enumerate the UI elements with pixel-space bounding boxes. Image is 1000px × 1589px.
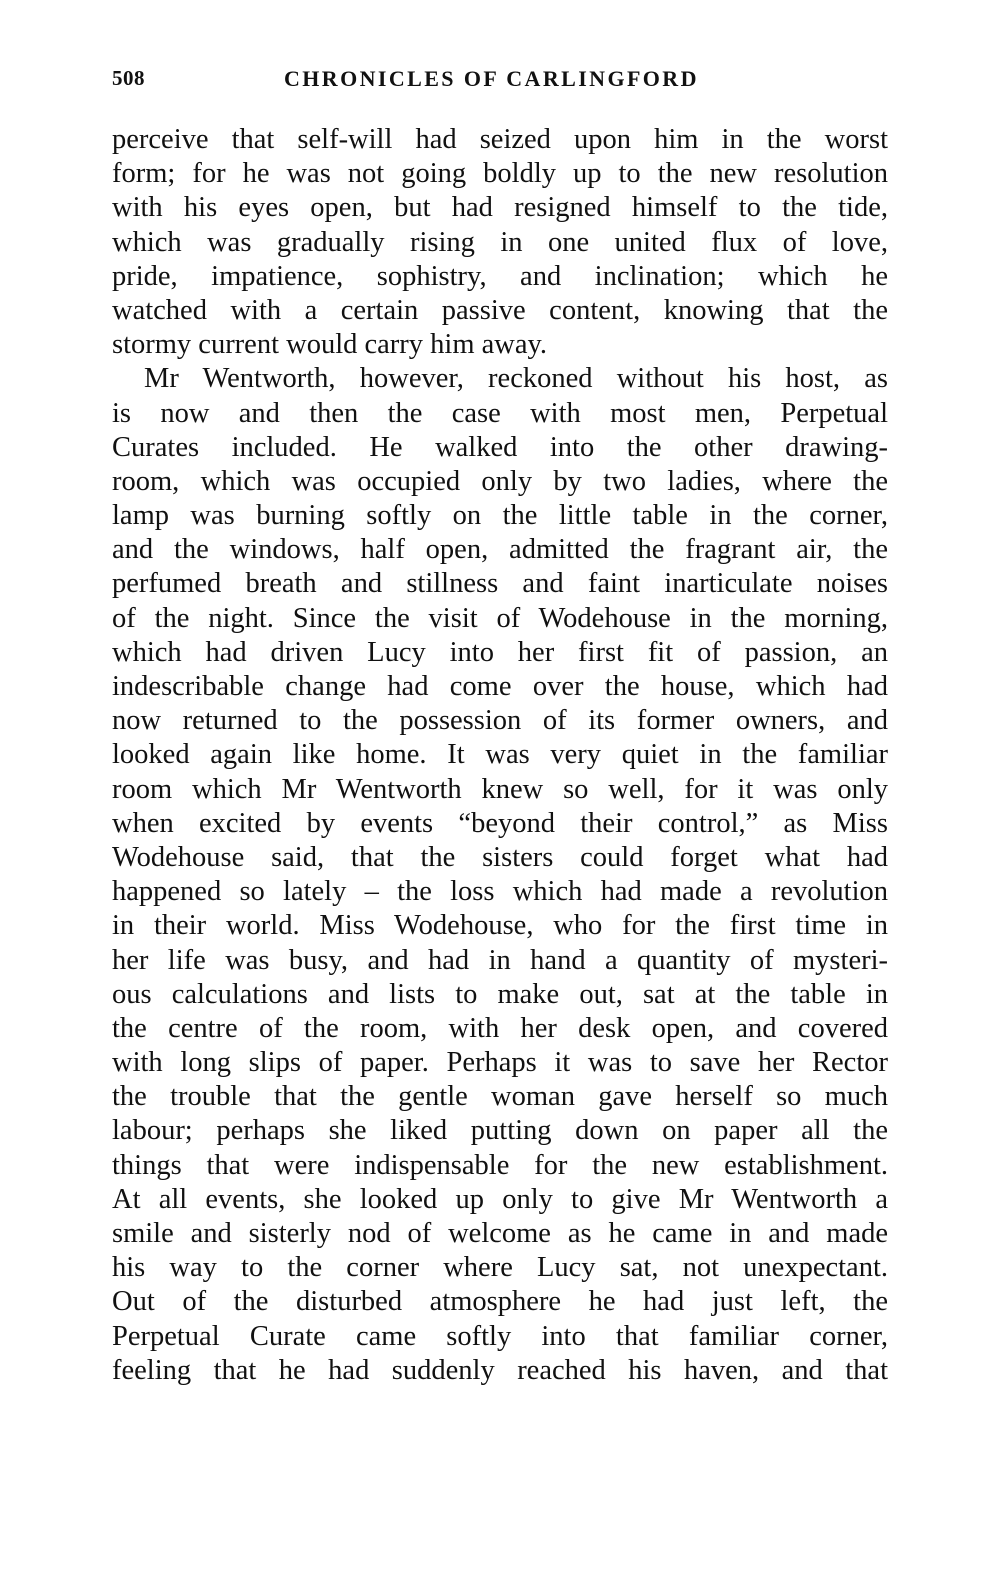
text-line: watched with a certain passive content, knowing that the: [112, 294, 888, 326]
text-line: which was gradually rising in one united flux of love,: [112, 226, 888, 258]
paragraph-start-line: Mr Wentworth, however, reckoned without his host, as: [144, 363, 888, 395]
text-line: room, which was occupied only by two ladies, where the: [112, 465, 888, 497]
text-line: with long slips of paper. Perhaps it was to save her Rector: [112, 1047, 888, 1079]
text-line: the trouble that the gentle woman gave herself so much: [112, 1081, 888, 1113]
text-line: stormy current would carry him away.: [112, 329, 548, 361]
text-line: Wodehouse said, that the sisters could forget what had: [112, 841, 888, 873]
text-line: labour; perhaps she liked putting down on paper all the: [112, 1115, 888, 1147]
text-line: indescribable change had come over the house, which had: [112, 671, 888, 702]
text-line: Curates included. He walked into the other drawing-: [112, 431, 888, 463]
text-line: happened so lately – the loss which had made a revolution: [112, 876, 888, 908]
running-title: CHRONICLES OF CARLINGFORD: [284, 66, 699, 91]
text-line: and the windows, half open, admitted the fragrant air, the: [112, 534, 888, 566]
text-line: her life was busy, and had in hand a quantity of mysteri-: [112, 944, 888, 976]
text-line: Out of the disturbed atmosphere he had just left, the: [112, 1286, 888, 1318]
text-line: when excited by events “beyond their control,” as Miss: [112, 807, 888, 839]
text-line: with his eyes open, but had resigned himself to the tide,: [112, 192, 888, 224]
text-line: lamp was burning softly on the little table in the corner,: [112, 500, 888, 532]
text-line: which had driven Lucy into her first fit of passion, an: [112, 636, 888, 668]
text-line: ous calculations and lists to make out, sat at the table in: [112, 978, 888, 1010]
text-line: smile and sisterly nod of welcome as he came in and made: [112, 1218, 888, 1249]
text-line: of the night. Since the visit of Wodehouse in the morning,: [112, 602, 888, 634]
text-line: now returned to the possession of its former owners, and: [112, 705, 888, 737]
text-line: his way to the corner where Lucy sat, not unexpectant.: [112, 1252, 888, 1284]
text-line: pride, impatience, sophistry, and inclination; which he: [112, 260, 888, 292]
text-line: in their world. Miss Wodehouse, who for the first time in: [112, 910, 888, 942]
text-line: Perpetual Curate came softly into that familiar corner,: [112, 1320, 888, 1352]
text-line: feeling that he had suddenly reached his haven, and that: [112, 1354, 888, 1386]
text-line: room which Mr Wentworth knew so well, for it was only: [112, 773, 888, 805]
text-line: the centre of the room, with her desk open, and covered: [112, 1012, 888, 1044]
text-line: is now and then the case with most men, Perpetual: [112, 397, 888, 429]
text-line: form; for he was not going boldly up to the new resolution: [112, 158, 888, 190]
text-line: perceive that self-will had seized upon him in the worst: [112, 124, 888, 155]
text-line: perfumed breath and stillness and faint inarticulate noises: [112, 568, 888, 600]
body-text: [112, 123, 888, 1388]
running-head: [112, 66, 888, 102]
text-line: things that were indispensable for the new establishment.: [112, 1149, 888, 1181]
page-number: 508: [112, 66, 145, 90]
text-line: looked again like home. It was very quiet in the familiar: [112, 739, 888, 771]
text-line: At all events, she looked up only to give Mr Wentworth a: [112, 1183, 888, 1215]
